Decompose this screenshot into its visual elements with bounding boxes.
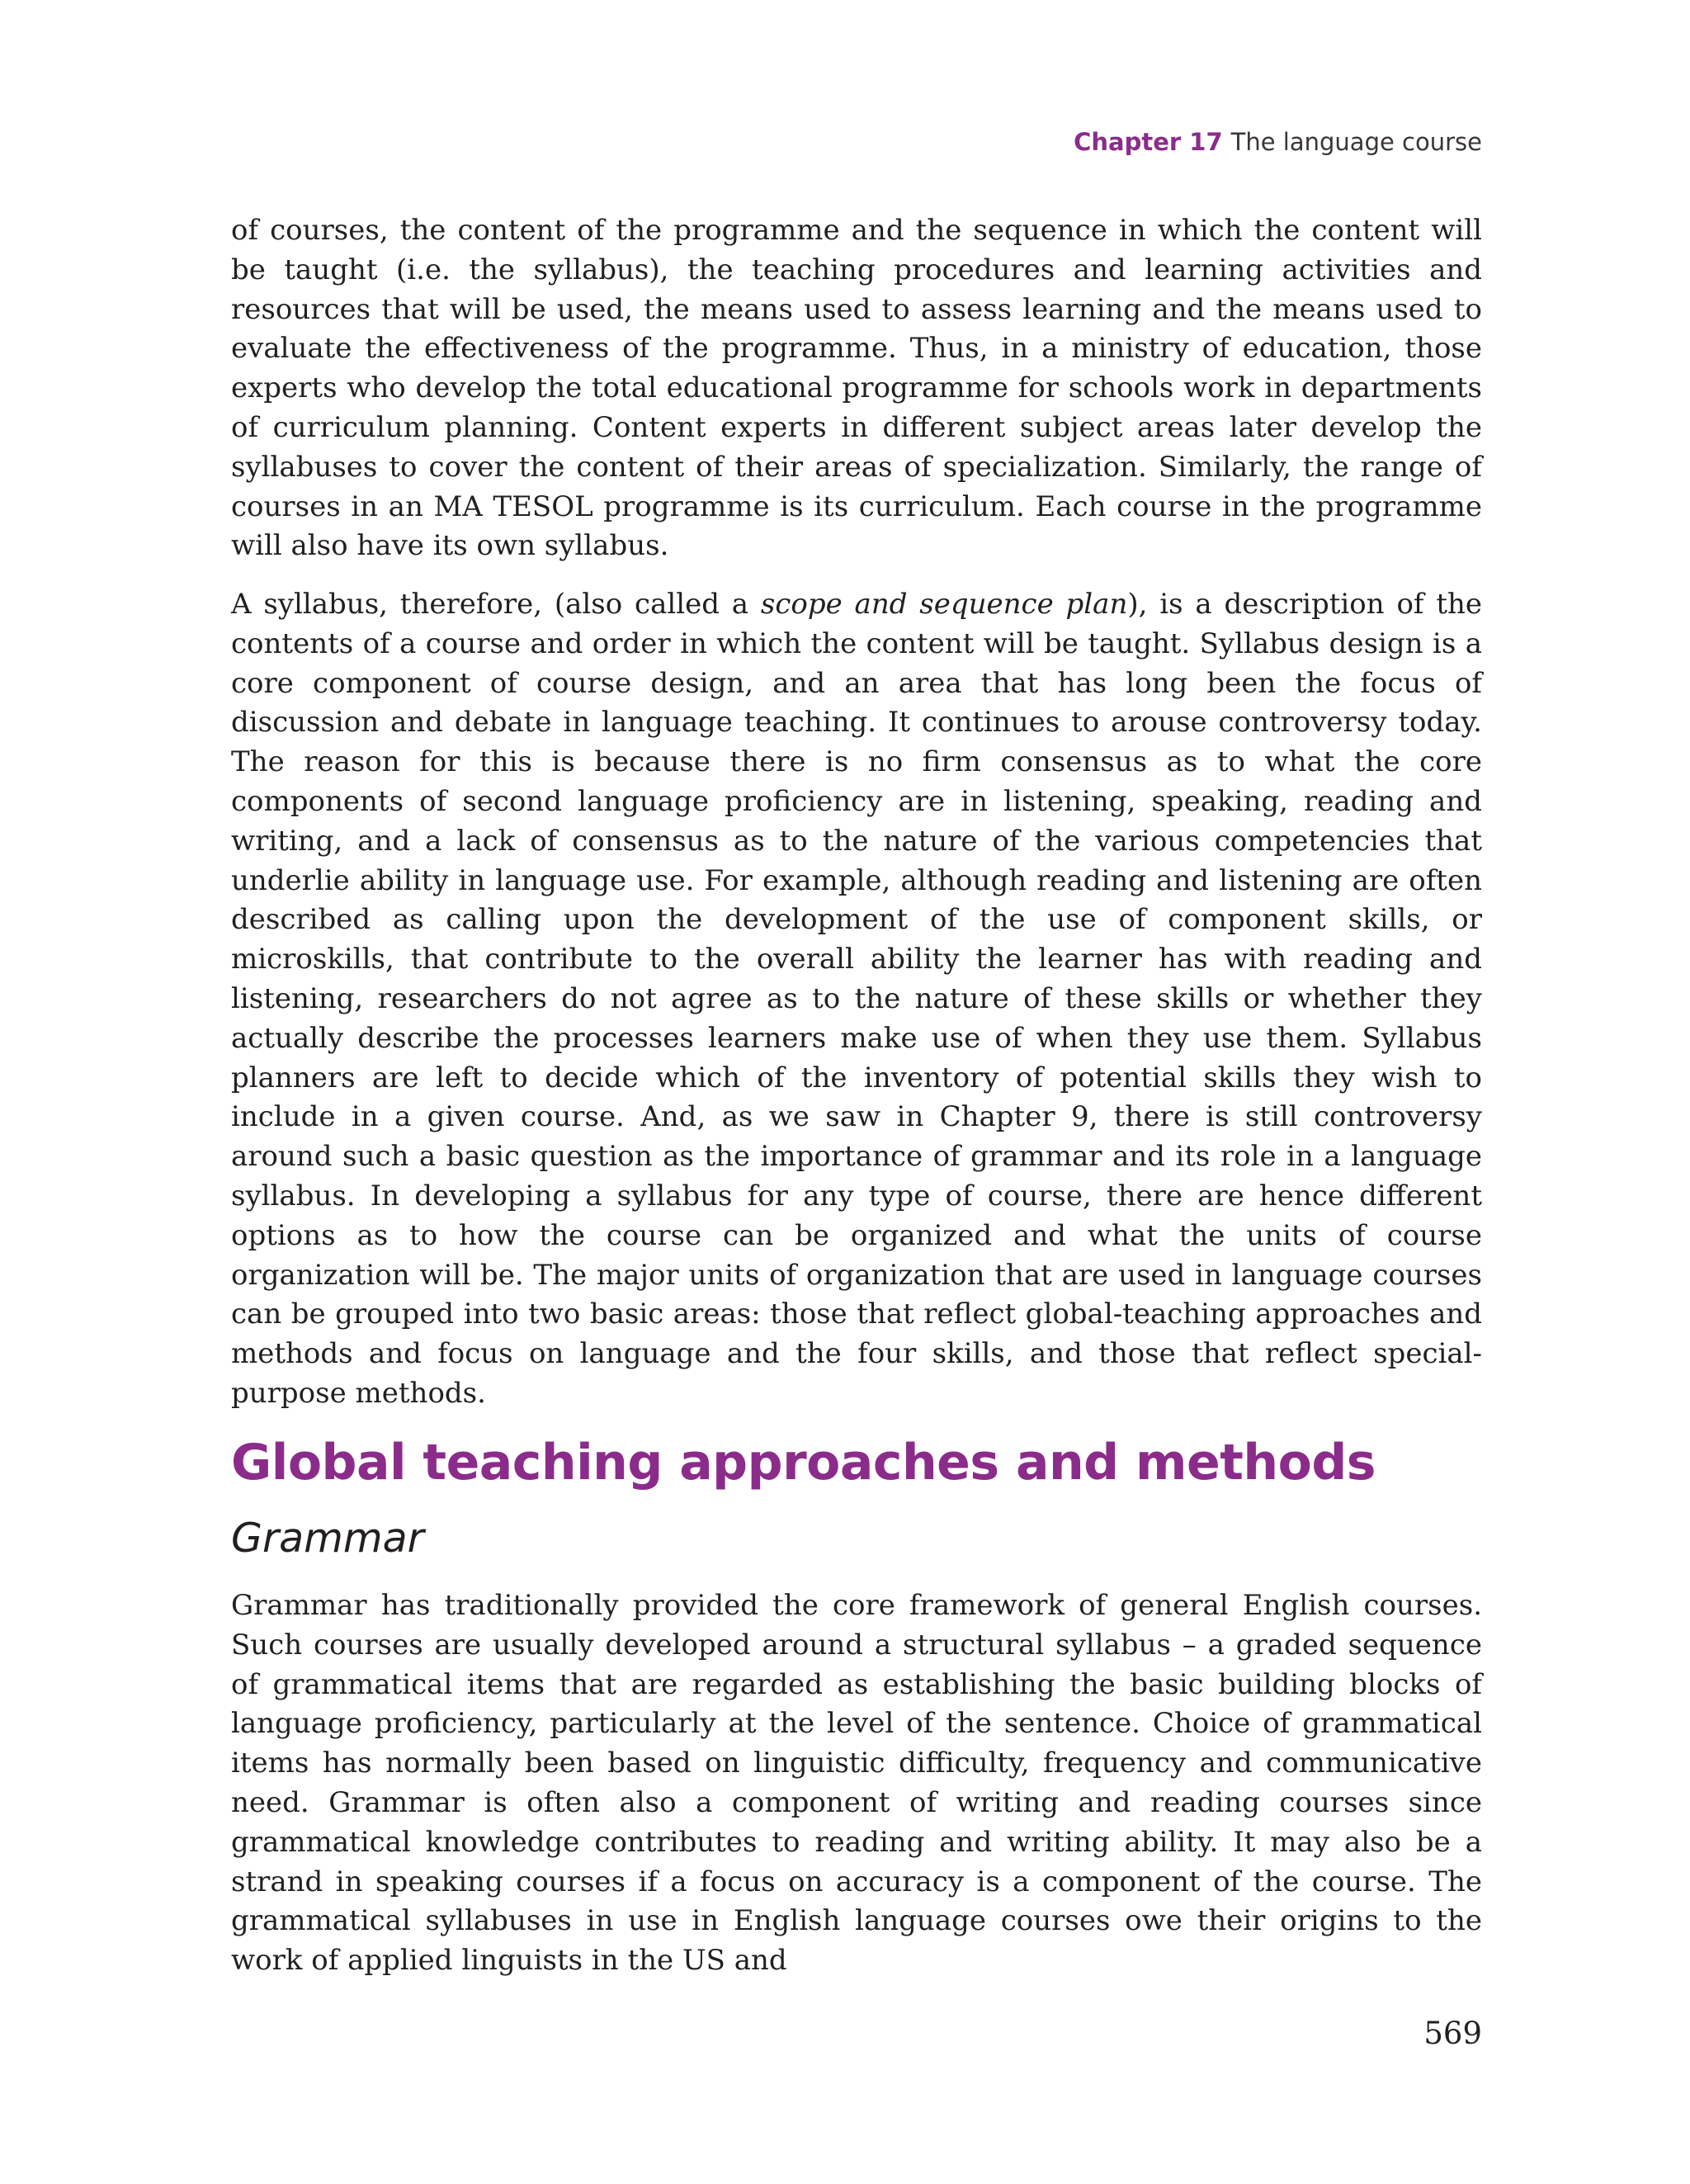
paragraph-text: Grammar has traditionally provided the core framework of general English courses. Such courses are usually developed around a structural syllabus – a graded sequence of grammatical items that are regarded as establishing the basic building blocks of language proficiency, particularly at the level of the sentence. Choice of grammatical items has normally been based on linguistic difficulty, frequency and communicative need. Grammar is often also a component of writing and reading courses since grammatical knowledge contributes to reading and writing ability. It may also be a strand in speaking courses if a focus on accuracy is a component of the course. The grammatical syllabuses in use in English language courses owe their origins to the work of applied linguists in the US and [231,1589,1482,1978]
body-paragraph-2 [231,585,1482,1414]
running-head [1074,128,1482,156]
emphasis-term: scope and sequence plan [760,588,1128,621]
paragraph-text [231,585,1482,1414]
running-head-chapter: Chapter 17 [1074,128,1223,156]
body-paragraph-3 [231,1586,1482,1981]
paragraph-text-part: A syllabus, therefore, (also called a [231,588,761,621]
section-heading: Global teaching approaches and methods [231,1434,1376,1491]
body-paragraph-1 [231,211,1482,566]
sub-heading: Grammar [231,1515,424,1562]
running-head-title: The language course [1230,128,1482,156]
page-number: 569 [1423,2016,1482,2051]
paragraph-text-part: ), is a description of the contents of a course and order in which the content will be taught. Syllabus design is a core component of course design, and an area that has long been the focus of discussion and debate in language teaching. It continues to arouse controversy today. The reason for this is because there is no firm consensus as to what the core components of second language proficiency are in listening, speaking, reading and writing, and a lack of consensus as to the nature of the various competencies that underlie ability in language use. For example, although reading and listening are often described as calling upon the development of the use of component skills, or microskills, that contribute to the overall ability the learner has with reading and listening, researchers do not agree as to the nature of these skills or whether they actually describe the processes learners make use of when they use them. Syllabus planners are left to decide which of the inventory of potential skills they wish to include in a given course. And, as we saw in Chapter 9, there is still controversy around such a basic question as the importance of grammar and its role in a language syllabus. In developing a syllabus for any type of course, there are hence different options as to how the course can be organized and what the units of course organization will be. The major units of organization that are used in language courses can be grouped into two basic areas: those that reflect global-teaching approaches and methods and focus on language and the four skills, and those that reflect special-purpose methods. [231,588,1482,1410]
paragraph-text: of courses, the content of the programme and the sequence in which the content will be taught (i.e. the syllabus), the teaching procedures and learning activities and resources that will be used, the means used to assess learning and the means used to evaluate the effectiveness of the programme. Thus, in a ministry of education, those experts who develop the total educational programme for schools work in departments of curriculum planning. Content experts in different subject areas later develop the syllabuses to cover the content of their areas of specialization. Similarly, the range of courses in an MA TESOL programme is its curriculum. Each course in the programme will also have its own syllabus. [231,214,1482,563]
